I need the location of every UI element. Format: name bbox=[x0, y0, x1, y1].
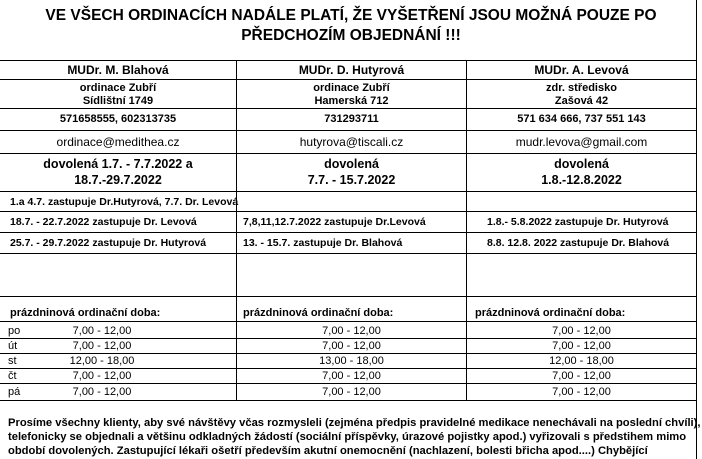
vacation-label-3: dovolená bbox=[554, 157, 609, 171]
doctor-address-3: Zašová 42 bbox=[554, 95, 609, 107]
day-label-st: st bbox=[8, 355, 17, 367]
doctor-name-2: MUDr. D. Hutyrová bbox=[298, 63, 405, 77]
table-rule-after-po bbox=[0, 338, 697, 339]
doctor-email-3[interactable]: mudr.levova@gmail.com bbox=[515, 135, 648, 149]
substitution-2-2: 7,8,11,12.7.2022 zastupuje Dr.Levová bbox=[243, 216, 426, 228]
hours-2-ut: 7,00 - 12,00 bbox=[322, 340, 381, 352]
notice-title bbox=[0, 6, 702, 46]
table-rule-after-ut bbox=[0, 353, 697, 354]
table-rule-before-hours bbox=[0, 296, 697, 297]
table-rule-top bbox=[0, 60, 697, 61]
table-rule-after-pa bbox=[0, 400, 697, 401]
table-rule-after-address bbox=[0, 108, 697, 109]
substitution-2-1: 18.7. - 22.7.2022 zastupuje Dr. Levová bbox=[10, 216, 197, 228]
doctor-office-3: zdr. středisko bbox=[546, 82, 617, 94]
vacation-dates-3: 1.8.-12.8.2022 bbox=[541, 173, 622, 187]
table-rule-after-ct bbox=[0, 383, 697, 384]
vacation-label-1: dovolená 1.7. - 7.7.2022 a bbox=[43, 157, 193, 171]
hours-1-pa: 7,00 - 12,00 bbox=[72, 386, 132, 398]
day-label-po: po bbox=[8, 325, 21, 337]
hours-1-ut: 7,00 - 12,00 bbox=[72, 340, 132, 352]
day-label-ct: čt bbox=[8, 370, 17, 382]
footer-note-line-2: telefonicky se objednali a většinu odkladných žádostí (sociální příspěvky, úrazové pojistky apod.) vyřizovali s předstihem mimo bbox=[8, 431, 687, 443]
table-rule-after-phone bbox=[0, 130, 697, 131]
hours-2-ct: 7,00 - 12,00 bbox=[322, 370, 381, 382]
hours-1-po: 7,00 - 12,00 bbox=[72, 325, 132, 337]
hours-header-3: prázdninová ordinační doba: bbox=[475, 307, 626, 319]
hours-3-ut: 7,00 - 12,00 bbox=[552, 340, 611, 352]
hours-1-st: 12,00 - 18,00 bbox=[69, 355, 135, 367]
substitution-3-1: 25.7. - 29.7.2022 zastupuje Dr. Hutyrová bbox=[10, 237, 207, 249]
hours-2-po: 7,00 - 12,00 bbox=[322, 325, 381, 337]
table-rule-after-sub-3 bbox=[0, 253, 697, 254]
notice-title-line-1: VE VŠECH ORDINACÍCH NADÁLE PLATÍ, ŽE VYŠETŘENÍ JSOU MOŽNÁ POUZE PO bbox=[45, 7, 657, 24]
substitution-1-1: 1.a 4.7. zastupuje Dr.Hutyrová, 7.7. Dr. Levová bbox=[10, 196, 239, 208]
table-rule-after-sub-1 bbox=[0, 211, 697, 212]
doctor-office-1: ordinace Zubří bbox=[79, 82, 157, 94]
doctor-email-2[interactable]: hutyrova@tiscali.cz bbox=[299, 135, 404, 149]
doctor-phone-1: 571658555, 602313735 bbox=[59, 113, 177, 125]
vacation-dates-1: 18.7.-29.7.2022 bbox=[74, 173, 162, 187]
hours-1-ct: 7,00 - 12,00 bbox=[72, 370, 132, 382]
footer-note-line-3: období dovolených. Zastupující lékaři ošetří především akutní onemocnění (nachlazení, bolesti břicha apod....) Chybějící bbox=[8, 445, 648, 457]
table-rule-after-hours-header bbox=[0, 321, 697, 322]
doctor-phone-2: 731293711 bbox=[324, 113, 379, 125]
table-border-right bbox=[696, 0, 697, 459]
doctor-email-1[interactable]: ordinace@medithea.cz bbox=[56, 135, 180, 149]
day-label-pa: pá bbox=[8, 386, 21, 398]
substitution-2-3: 1.8.- 5.8.2022 zastupuje Dr. Hutyrová bbox=[487, 216, 669, 228]
substitution-3-2: 13. - 15.7. zastupuje Dr. Blahová bbox=[243, 237, 403, 249]
vacation-label-2: dovolená bbox=[324, 157, 379, 171]
hours-header-2: prázdninová ordinační doba: bbox=[243, 307, 394, 319]
table-rule-after-sub-2 bbox=[0, 232, 697, 233]
table-rule-after-st bbox=[0, 368, 697, 369]
hours-2-st: 13,00 - 18,00 bbox=[319, 355, 384, 367]
hours-3-st: 12,00 - 18,00 bbox=[549, 355, 614, 367]
doctor-office-2: ordinace Zubří bbox=[313, 82, 390, 94]
table-rule-after-email bbox=[0, 153, 697, 154]
substitution-3-3: 8.8. 12.8. 2022 zastupuje Dr. Blahová bbox=[487, 237, 670, 249]
hours-3-po: 7,00 - 12,00 bbox=[552, 325, 611, 337]
doctor-address-1: Sídlištní 1749 bbox=[82, 95, 154, 107]
doctor-address-2: Hamerská 712 bbox=[314, 95, 389, 107]
vacation-dates-2: 7.7. - 15.7.2022 bbox=[307, 173, 396, 187]
table-rule-after-name bbox=[0, 79, 697, 80]
hours-3-ct: 7,00 - 12,00 bbox=[552, 370, 611, 382]
day-label-ut: út bbox=[8, 340, 18, 352]
doctor-name-3: MUDr. A. Levová bbox=[534, 63, 629, 77]
doctor-phone-3: 571 634 666, 737 551 143 bbox=[517, 113, 646, 125]
doctor-name-1: MUDr. M. Blahová bbox=[67, 63, 169, 77]
notice-title-line-2: PŘEDCHOZÍM OBJEDNÁNÍ !!! bbox=[241, 27, 461, 44]
hours-2-pa: 7,00 - 12,00 bbox=[322, 386, 381, 398]
hours-3-pa: 7,00 - 12,00 bbox=[552, 386, 611, 398]
footer-note-line-1: Prosíme všechny klienty, aby své návštěvy včas rozmysleli (zejména předpis pravidelné medikace nenechávali na poslední chvíli), bbox=[8, 417, 701, 429]
table-rule-after-vacation bbox=[0, 191, 697, 192]
hours-header-1: prázdninová ordinační doba: bbox=[10, 307, 161, 319]
footer-note bbox=[8, 416, 701, 458]
